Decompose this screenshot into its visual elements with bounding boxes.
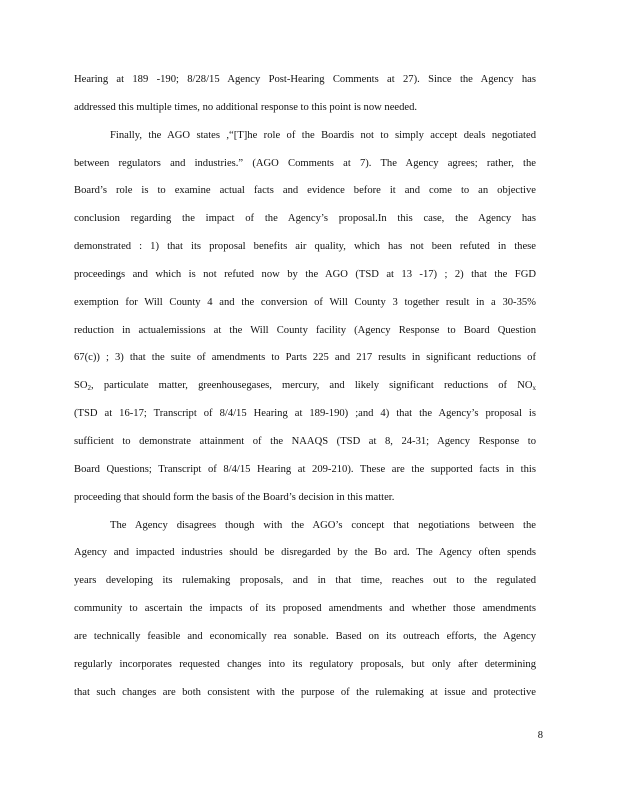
body-text bbox=[74, 66, 536, 706]
so2-subscript: 2 bbox=[87, 384, 92, 393]
text-line-with-subscripts bbox=[74, 372, 536, 400]
text-line: proceedings and which is not refuted now by the AGO (TSD at 13 -17) ; 2) that the FGD bbox=[74, 268, 536, 280]
text-line: conclusion regarding the impact of the Agency’s proposal.In this case, the Agency has bbox=[74, 213, 536, 225]
text-line: Board Questions; Transcript of 8/4/15 Hearing at 209-210). These are the supported facts in this bbox=[74, 463, 536, 475]
text-line: (TSD at 16-17; Transcript of 8/4/15 Hearing at 189-190) ;and 4) that the Agency’s proposal is bbox=[74, 408, 536, 420]
text-line: regularly incorporates requested changes into its regulatory proposals, but only after determining bbox=[74, 658, 536, 670]
paragraph-start-line: Finally, the AGO states ,“[T]he role of the Boardis not to simply accept deals negotiated bbox=[110, 129, 536, 141]
text-line: exemption for Will County 4 and the conversion of Will County 3 together result in a 30-35% bbox=[74, 296, 536, 308]
so-label: SO bbox=[74, 380, 88, 392]
text-line: Hearing at 189 -190; 8/28/15 Agency Post-Hearing Comments at 27). Since the Agency has bbox=[74, 74, 536, 85]
text-line: that such changes are both consistent with the purpose of the rulemaking at issue and protective bbox=[74, 686, 536, 698]
text-line: sufficient to demonstrate attainment of the NAAQS (TSD at 8, 24-31; Agency Response to bbox=[74, 435, 536, 447]
text-line: years developing its rulemaking proposals, and in that time, reaches out to the regulated bbox=[74, 575, 536, 587]
text-line: are technically feasible and economically rea sonable. Based on its outreach efforts, the Agency bbox=[74, 630, 536, 642]
text-line: 67(c)) ; 3) that the suite of amendments to Parts 225 and 217 results in significant reductions of bbox=[74, 352, 536, 364]
nox-subscript: x bbox=[532, 384, 536, 393]
text-line: reduction in actualemissions at the Will County facility (Agency Response to Board Question bbox=[74, 324, 536, 336]
text-line: Board’s role is to examine actual facts and evidence before it and come to an objective bbox=[74, 185, 536, 197]
text-line: demonstrated : 1) that its proposal benefits air quality, which has not been refuted in these bbox=[74, 241, 536, 253]
page-number: 8 bbox=[537, 730, 543, 741]
pollutants-text: , particulate matter, greenhousegases, mercury, and likely significant reductions of NO bbox=[91, 380, 533, 392]
text-line: Agency and impacted industries should be disregarded by the Bo ard. The Agency often spends bbox=[74, 547, 536, 559]
text-line: community to ascertain the impacts of its proposed amendments and whether those amendments bbox=[74, 603, 536, 615]
text-line: addressed this multiple times, no additional response to this point is now needed. bbox=[74, 101, 418, 113]
text-line: between regulators and industries.” (AGO Comments at 7). The Agency agrees; rather, the bbox=[74, 157, 536, 169]
paragraph-start-line: The Agency disagrees though with the AGO’s concept that negotiations between the bbox=[110, 519, 536, 531]
text-line: proceeding that should form the basis of the Board’s decision in this matter. bbox=[74, 491, 395, 503]
